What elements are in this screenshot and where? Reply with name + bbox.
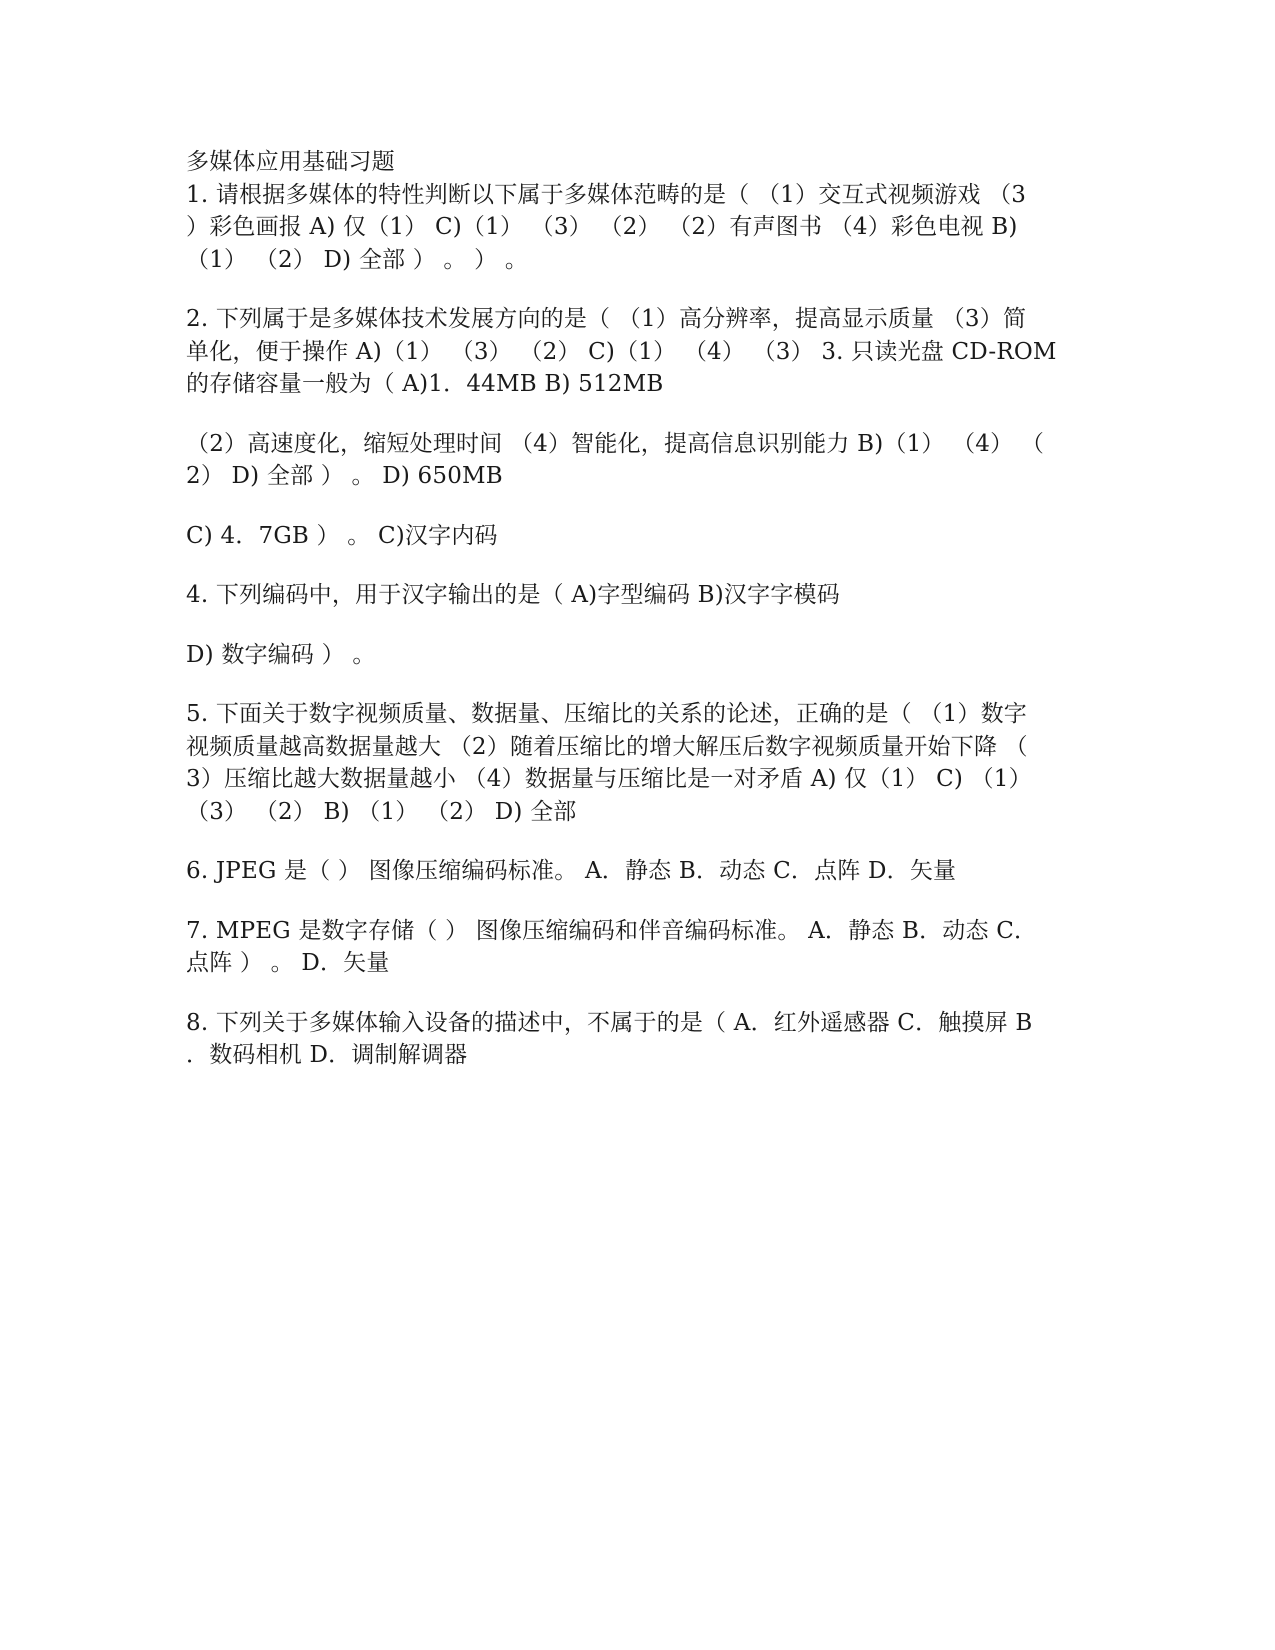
document-page xyxy=(186,146,1126,1072)
question-2-line-3: 的存储容量一般为（ A)1．44MB B) 512MB xyxy=(186,371,664,397)
question-1-line-3: （1） （2） D) 全部 ） 。 ） 。 xyxy=(186,246,529,273)
paragraph-gap xyxy=(186,493,1126,520)
document-title: 多媒体应用基础习题 xyxy=(186,149,395,175)
question-5-line-3: 3）压缩比越大数据量越小 （4）数据量与压缩比是一对矛盾 A) 仅（1） C) （1） xyxy=(186,766,1032,792)
question-2b-line-2: 2） D) 全部 ） 。 D) 650MB xyxy=(186,463,503,489)
question-7-line-2: 点阵 ） 。 D．矢量 xyxy=(186,950,390,976)
question-7 xyxy=(186,915,1126,980)
question-6 xyxy=(186,855,1126,888)
question-4b-line-1: D) 数字编码 ） 。 xyxy=(186,641,376,668)
question-2-line-2: 单化，便于操作 A)（1） （3） （2） C)（1） （4） （3） 3. 只读光盘 CD-ROM xyxy=(186,338,1057,365)
paragraph-gap xyxy=(186,671,1126,698)
question-8 xyxy=(186,1007,1126,1072)
question-2-line-1: 2. 下列属于是多媒体技术发展方向的是（ （1）高分辨率，提高显示质量 （3）简 xyxy=(186,306,1027,332)
paragraph-gap xyxy=(186,552,1126,579)
question-2 xyxy=(186,303,1126,401)
question-8-line-1: 8. 下列关于多媒体输入设备的描述中，不属于的是（ A．红外遥感器 C．触摸屏 B xyxy=(186,1009,1033,1036)
question-6-line-1: 6. JPEG 是（ ） 图像压缩编码标准。 A．静态 B．动态 C．点阵 D．矢量 xyxy=(186,858,957,884)
question-2b-line-1: （2）高速度化，缩短处理时间 （4）智能化，提高信息识别能力 B)（1） （4） （ xyxy=(186,430,1045,457)
question-4-line-1: 4. 下列编码中，用于汉字输出的是（ A)字型编码 B)汉字字模码 xyxy=(186,582,840,608)
paragraph-gap xyxy=(186,888,1126,915)
paragraph-gap xyxy=(186,276,1126,303)
paragraph-gap xyxy=(186,980,1126,1007)
question-2-continued xyxy=(186,428,1126,493)
question-1-line-2: ）彩色画报 A) 仅（1） C)（1） （3） （2） （2）有声图书 （4）彩色电视 B) xyxy=(186,214,1018,240)
question-4-continued xyxy=(186,639,1126,672)
question-3-continued xyxy=(186,520,1126,553)
question-3c-line-1: C) 4．7GB ） 。 C)汉字内码 xyxy=(186,522,498,549)
question-4 xyxy=(186,579,1126,612)
question-8-line-2: ．数码相机 D．调制解调器 xyxy=(186,1042,468,1068)
question-5-line-2: 视频质量越高数据量越大 （2）随着压缩比的增大解压后数字视频质量开始下降 （ xyxy=(186,733,1028,760)
question-5 xyxy=(186,698,1126,828)
question-7-line-1: 7. MPEG 是数字存储（ ） 图像压缩编码和伴音编码标准。 A．静态 B．动态 C． xyxy=(186,917,1038,944)
paragraph-gap xyxy=(186,828,1126,855)
question-1-line-1: 1. 请根据多媒体的特性判断以下属于多媒体范畴的是（ （1）交互式视频游戏 （3 xyxy=(186,181,1027,208)
paragraph-gap xyxy=(186,401,1126,428)
question-1 xyxy=(186,179,1126,277)
question-5-line-4: （3） （2） B) （1） （2） D) 全部 xyxy=(186,798,577,825)
question-5-line-1: 5. 下面关于数字视频质量、数据量、压缩比的关系的论述，正确的是（ （1）数字 xyxy=(186,701,1027,727)
paragraph-gap xyxy=(186,612,1126,639)
